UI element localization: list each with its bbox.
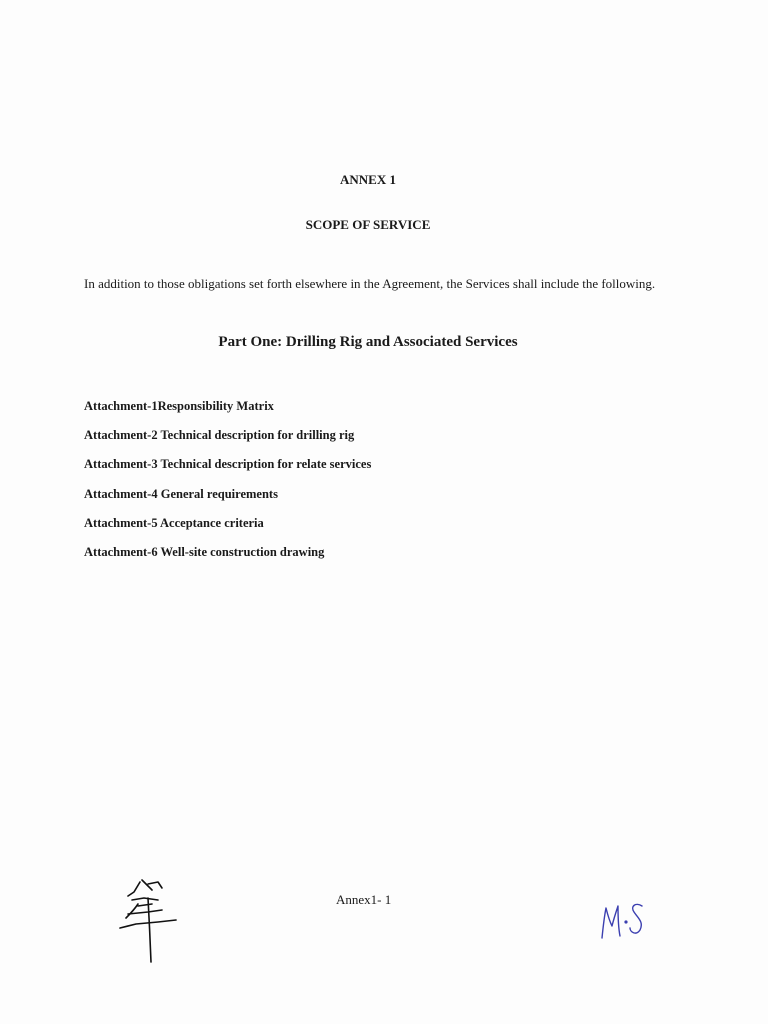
attachment-item: Attachment-6 Well-site construction drawing <box>84 544 325 559</box>
attachment-item: Attachment-4 General requirements <box>84 486 278 501</box>
signature-left <box>118 876 182 968</box>
scope-title: SCOPE OF SERVICE <box>305 217 431 232</box>
attachment-item: Attachment-2 Technical description for drilling rig <box>84 428 355 443</box>
part-one-heading: Part One: Drilling Rig and Associated Services <box>218 334 518 350</box>
attachment-item: Attachment-3 Technical description for relate services <box>84 457 372 472</box>
attachment-list <box>84 397 371 572</box>
attachment-item: Attachment-5 Acceptance criteria <box>84 515 264 530</box>
attachment-item: Attachment-1Responsibility Matrix <box>84 399 274 413</box>
intro-paragraph: In addition to those obligations set forth elsewhere in the Agreement, the Services shall include the following. <box>84 276 656 291</box>
page-footer: Annex1- 1 <box>336 892 392 907</box>
signature-right <box>596 898 648 946</box>
annex-title: ANNEX 1 <box>340 172 396 187</box>
